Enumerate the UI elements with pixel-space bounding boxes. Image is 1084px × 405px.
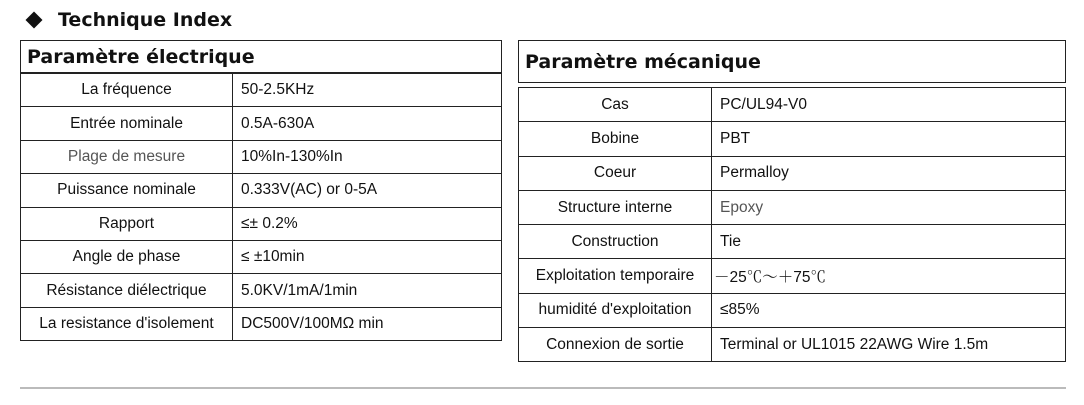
param-value: ≤ ±10min bbox=[233, 240, 502, 273]
param-value: DC500V/100MΩ min bbox=[233, 307, 502, 340]
param-value: 0.5A-630A bbox=[233, 107, 502, 140]
table-row bbox=[519, 88, 1066, 122]
table-row bbox=[519, 259, 1066, 293]
section-title-text: Technique Index bbox=[58, 9, 233, 31]
mechanical-panel-title: Paramètre mécanique bbox=[518, 40, 1066, 83]
param-value: 50-2.5KHz bbox=[233, 74, 502, 107]
param-label: Cas bbox=[519, 88, 712, 122]
param-label: Entrée nominale bbox=[21, 107, 233, 140]
diamond-bullet-icon bbox=[26, 12, 43, 29]
param-value: PC/UL94-V0 bbox=[712, 88, 1066, 122]
table-row bbox=[21, 74, 502, 107]
table-row bbox=[21, 107, 502, 140]
param-value: ≤85% bbox=[712, 293, 1066, 327]
bottom-divider bbox=[20, 387, 1066, 389]
table-row bbox=[21, 240, 502, 273]
param-label: humidité d'exploitation bbox=[519, 293, 712, 327]
electrical-parameters-table bbox=[20, 73, 502, 341]
electrical-parameters-panel bbox=[20, 40, 502, 341]
param-label: Plage de mesure bbox=[21, 140, 233, 173]
param-value: PBT bbox=[712, 122, 1066, 156]
table-row bbox=[21, 274, 502, 307]
param-label: Bobine bbox=[519, 122, 712, 156]
param-value: 5.0KV/1mA/1min bbox=[233, 274, 502, 307]
section-title bbox=[24, 6, 232, 34]
param-label: Résistance diélectrique bbox=[21, 274, 233, 307]
param-value: Epoxy bbox=[712, 190, 1066, 224]
param-label: La resistance d'isolement bbox=[21, 307, 233, 340]
table-row bbox=[519, 190, 1066, 224]
param-label: Structure interne bbox=[519, 190, 712, 224]
table-row bbox=[21, 174, 502, 207]
table-row bbox=[519, 328, 1066, 362]
param-label: Puissance nominale bbox=[21, 174, 233, 207]
table-row bbox=[519, 122, 1066, 156]
param-value: Permalloy bbox=[712, 156, 1066, 190]
table-row bbox=[519, 293, 1066, 327]
table-row bbox=[519, 225, 1066, 259]
mechanical-parameters-table bbox=[518, 87, 1066, 362]
param-value: 10%In-130%In bbox=[233, 140, 502, 173]
param-label: Angle de phase bbox=[21, 240, 233, 273]
table-row bbox=[519, 156, 1066, 190]
param-label: Connexion de sortie bbox=[519, 328, 712, 362]
table-row bbox=[21, 140, 502, 173]
param-value: Tie bbox=[712, 225, 1066, 259]
mechanical-parameters-panel bbox=[518, 40, 1066, 362]
electrical-panel-title: Paramètre électrique bbox=[20, 40, 502, 73]
table-row bbox=[21, 307, 502, 340]
param-label: La fréquence bbox=[21, 74, 233, 107]
table-row bbox=[21, 207, 502, 240]
param-label: Rapport bbox=[21, 207, 233, 240]
param-label: Construction bbox=[519, 225, 712, 259]
param-value: Terminal or UL1015 22AWG Wire 1.5m bbox=[712, 328, 1066, 362]
param-value: －25℃～＋75℃ bbox=[712, 259, 1066, 293]
param-value: ≤± 0.2% bbox=[233, 207, 502, 240]
param-label: Exploitation temporaire bbox=[519, 259, 712, 293]
param-value: 0.333V(AC) or 0-5A bbox=[233, 174, 502, 207]
param-label: Coeur bbox=[519, 156, 712, 190]
